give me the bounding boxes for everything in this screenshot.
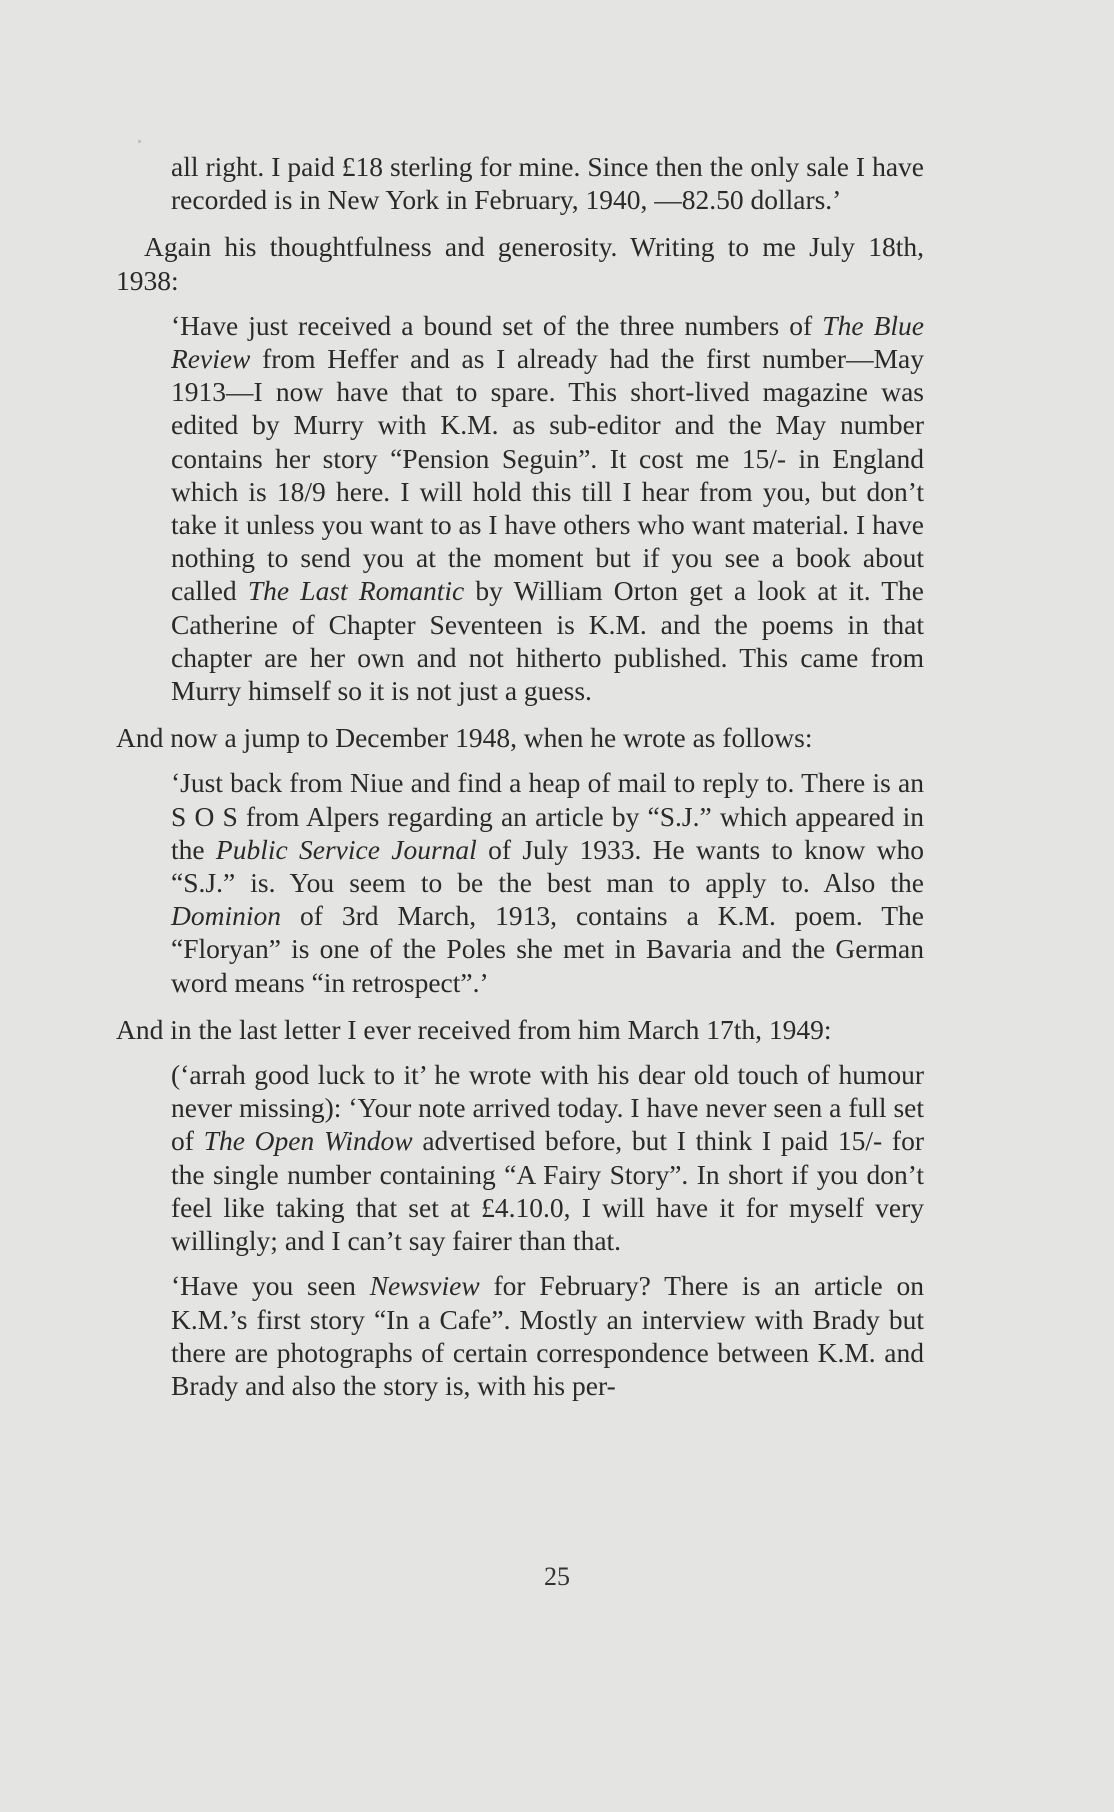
paragraph-quote-letter-1949-continued (116, 1269, 924, 1402)
text-run: of July 1933. He wants to know who “S.J.” is. You seem to be the best man to apply to. Also the (171, 833, 924, 899)
italic-title: The Open Window (203, 1125, 413, 1157)
paragraph-quote-continuation (116, 150, 924, 216)
text-run: (‘arrah good luck to it’ he wrote with his dear old touch of humour never missing): ‘Your note arrived today. I have never seen a full set of (171, 1059, 924, 1157)
italic-title: Public Service Journal (215, 833, 477, 865)
text-run: advertised before, but I think I paid 15/- for the single number containing “A Fairy Story”. In short if you don’t feel like taking that set at £4.10.0, I will have it for myself very willingly; and I can’t say fairer than that. (171, 1125, 924, 1257)
text-run: And now a jump to December 1948, when he wrote as follows: (116, 722, 813, 754)
paragraph-narrative (116, 230, 924, 296)
text-run: ‘Have you seen (171, 1270, 370, 1302)
text-run: for February? There is an article on K.M.’s first story “In a Cafe”. Mostly an interview with Brady but there are photographs of certain correspondence between K.M. and Brady and also the story is, with his per- (171, 1270, 924, 1401)
text-run: of 3rd March, 1913, contains a K.M. poem. The “Floryan” is one of the Poles she met in Bavaria and the German word means “in retrospect”.’ (171, 900, 924, 998)
italic-title: The Last Romantic (247, 575, 465, 607)
paragraph-quote-letter-1949 (116, 1058, 924, 1257)
text-run: by William Orton get a look at it. The Catherine of Chapter Seventeen is K.M. and the poems in that chapter are her own and not hitherto published. This came from Murry himself so it is not just a guess. (171, 575, 925, 707)
italic-title: The Blue Review (171, 309, 924, 375)
text-run: ‘Have just received a bound set of the three numbers of (171, 309, 823, 341)
text-run: from Heffer and as I already had the first number—May 1913—I now have that to spare. This short-lived magazine was edited by Murry with K.M. as sub-editor and the May number contains her story “Pension Seguin”. It cost me 15/- in England which is 18/9 here. I will hold this till I hear from you, but don’t take it unless you want to as I have others who want material. I have nothing to send you at the moment but if you see a book about called (171, 343, 924, 607)
italic-title: Newsview (369, 1270, 480, 1302)
paragraph-narrative (116, 1013, 924, 1046)
text-run: ‘Just back from Niue and find a heap of mail to reply to. There is an S O S from Alpers regarding an article by “S.J.” which appeared in the (171, 767, 924, 865)
text-column (116, 150, 924, 1402)
text-run: Again his thoughtfulness and generosity. Writing to me July 18th, 1938: (116, 231, 924, 296)
text-run: all right. I paid £18 sterling for mine. Since then the only sale I have recorded is in New York in February, 1940, —82.50 dollars.’ (171, 151, 924, 216)
italic-title: Dominion (171, 900, 281, 932)
paper-speck (138, 140, 141, 143)
text-run: And in the last letter I ever received from him March 17th, 1949: (116, 1013, 832, 1045)
paragraph-quote-letter-1948 (116, 766, 924, 998)
paragraph-quote-letter-1938 (116, 309, 924, 707)
paragraph-narrative (116, 721, 924, 754)
page-number: 25 (544, 1562, 570, 1591)
